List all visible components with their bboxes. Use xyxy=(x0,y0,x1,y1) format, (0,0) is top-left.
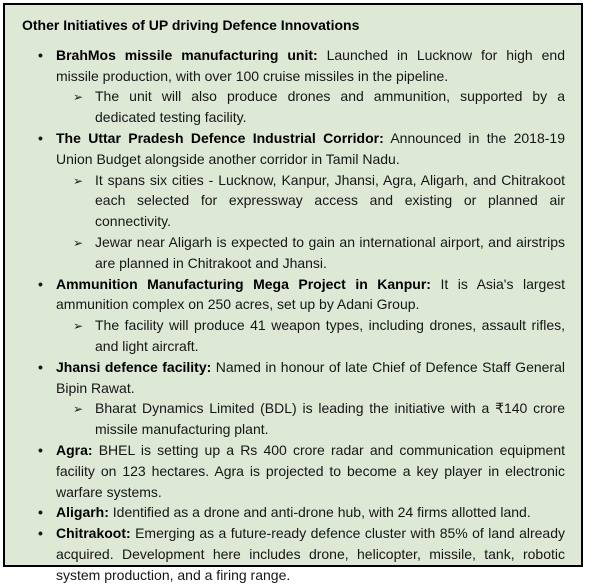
arrow-icon: ➢ xyxy=(73,173,84,188)
arrow-icon: ➢ xyxy=(73,235,84,250)
subitem-text: It spans six cities - Lucknow, Kanpur, Jhansi, Agra, Aligarh, and Chitrakoot each selected for expressway access and existing or planned air connectivity. xyxy=(95,171,565,230)
item-text: Named in honour of late Chief of Defence Staff General Bipin Rawat. xyxy=(56,358,565,396)
list-item xyxy=(22,274,565,316)
arrow-icon: ➢ xyxy=(73,90,84,105)
info-box xyxy=(3,3,583,583)
list-item xyxy=(22,502,565,523)
list-item xyxy=(22,440,565,502)
sub-item xyxy=(22,170,565,232)
list-item xyxy=(22,45,565,87)
subitem-text: The unit will also produce drones and ammunition, supported by a dedicated testing facility. xyxy=(95,88,565,126)
bullet-icon: • xyxy=(38,275,43,292)
bullet-icon: • xyxy=(38,46,43,63)
sub-item xyxy=(22,315,565,357)
item-lead: BrahMos missile manufacturing unit: xyxy=(56,46,318,63)
item-text: BHEL is setting up a Rs 400 crore radar and communication equipment facility on 123 hectares. Agra is projected to become a key player in electronic warfare systems. xyxy=(56,441,565,500)
bullet-icon: • xyxy=(38,129,43,146)
item-lead: Chitrakoot: xyxy=(56,525,131,542)
sub-item xyxy=(22,86,565,128)
subitem-text: The facility will produce 41 weapon types, including drones, assault rifles, and light aircraft. xyxy=(95,317,565,354)
item-text: Launched in Lucknow for high end missile production, with over 100 cruise missiles in the pipeline. xyxy=(56,46,565,84)
arrow-icon: ➢ xyxy=(73,402,84,417)
arrow-icon: ➢ xyxy=(73,319,84,334)
item-lead: The Uttar Pradesh Defence Industrial Corridor: xyxy=(56,129,384,146)
bullet-icon: • xyxy=(38,358,43,375)
subitem-text: Bharat Dynamics Limited (BDL) is leading the initiative with a ₹140 crore missile manufacturing plant. xyxy=(95,400,565,438)
sub-item xyxy=(22,398,565,440)
panel-title: Other Initiatives of UP driving Defence Innovations xyxy=(22,17,360,33)
subitem-text: Jewar near Aligarh is expected to gain an international airport, and airstrips are planned in Chitrakoot and Jhansi. xyxy=(95,233,565,271)
bullet-icon: • xyxy=(38,441,43,458)
list-item xyxy=(22,128,565,170)
item-lead: Ammunition Manufacturing Mega Project in Kanpur: xyxy=(56,275,431,292)
item-text: Identified as a drone and anti-drone hub, with 24 firms allotted land. xyxy=(108,504,531,521)
item-text: It is Asia's largest ammunition complex on 250 acres, set up by Adani Group. xyxy=(56,275,565,313)
item-lead: Agra: xyxy=(56,441,93,458)
bullet-icon: • xyxy=(38,525,43,542)
item-text: Emerging as a future-ready defence cluster with 85% of land already acquired. Development here includes drone, helicopter, missile, tank, robotic system production, and a firing range. xyxy=(56,525,565,583)
item-lead: Jhansi defence facility: xyxy=(56,358,212,375)
item-lead: Aligarh: xyxy=(56,504,109,521)
initiatives-list xyxy=(22,45,565,586)
list-item xyxy=(22,357,565,399)
item-text: Announced in the 2018-19 Union Budget alongside another corridor in Tamil Nadu. xyxy=(56,129,565,167)
bullet-icon: • xyxy=(38,504,43,521)
sub-item xyxy=(22,232,565,274)
list-item xyxy=(22,523,565,585)
